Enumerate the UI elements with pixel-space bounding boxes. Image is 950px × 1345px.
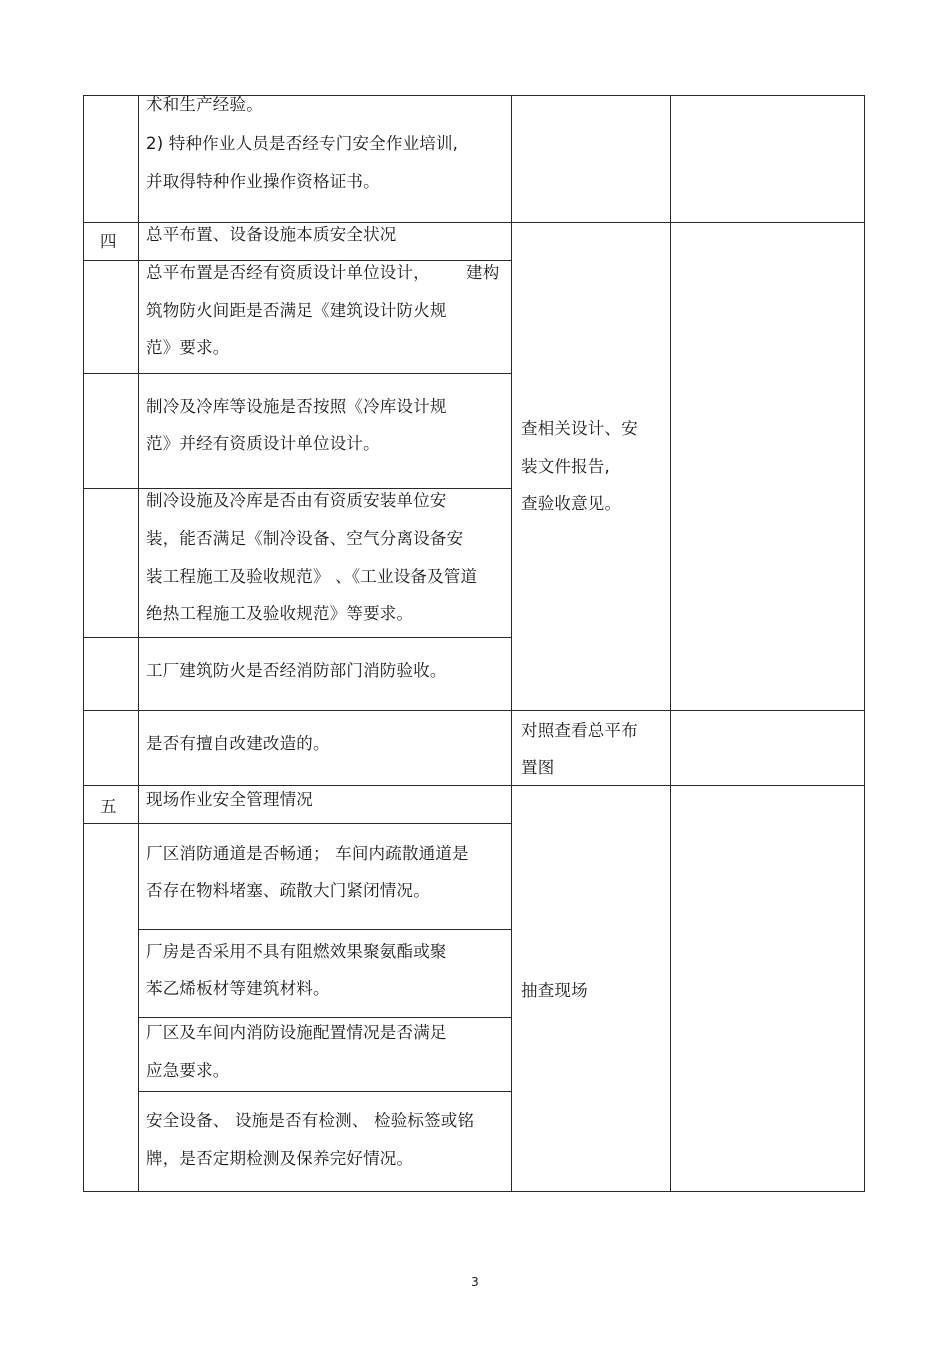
- check-method: 置图: [521, 758, 555, 777]
- item-text: 建构: [466, 263, 500, 282]
- item-text: 是否有擅自改建改造的。: [146, 734, 330, 753]
- col-sep-3: [670, 95, 671, 1192]
- item-text: 制冷及冷库等设施是否按照《冷库设计规: [146, 397, 447, 416]
- item-text: 应急要求。: [146, 1061, 230, 1080]
- item-text: 绝热工程施工及验收规范》等要求。: [146, 604, 414, 623]
- cell-text: 2) 特种作业人员是否经专门安全作业培训,: [146, 134, 459, 153]
- item-text: 范》要求。: [146, 338, 230, 357]
- section-number: 五: [100, 797, 117, 816]
- item-text: 安全设备、 设施是否有检测、 检验标签或铭: [146, 1111, 475, 1130]
- check-method: 查验收意见。: [521, 494, 622, 513]
- section-title: 总平布置、设备设施本质安全状况: [146, 225, 397, 244]
- item-text: 牌，是否定期检测及保养完好情况。: [146, 1149, 414, 1168]
- item-text: 否存在物料堵塞、疏散大门紧闭情况。: [146, 881, 430, 900]
- item-text: 总平布置是否经有资质设计单位设计，: [146, 263, 430, 282]
- page-number: 3: [471, 1275, 479, 1289]
- row-sep: [138, 929, 512, 930]
- check-method: 对照查看总平布: [521, 721, 638, 740]
- cell-text: 术和生产经验。: [146, 95, 263, 114]
- check-method: 抽查现场: [521, 981, 588, 1000]
- row-sep: [83, 373, 512, 374]
- item-text: 装工程施工及验收规范》 、《工业设备及管道: [146, 567, 478, 586]
- item-text: 厂区消防通道是否畅通； 车间内疏散通道是: [146, 844, 469, 863]
- check-method: 装文件报告,: [521, 457, 610, 476]
- item-text: 苯乙烯板材等建筑材料。: [146, 979, 330, 998]
- row-sep: [83, 710, 865, 711]
- section-title: 现场作业安全管理情况: [146, 790, 313, 809]
- item-text: 工厂建筑防火是否经消防部门消防验收。: [146, 661, 447, 680]
- check-method: 查相关设计、安: [521, 419, 638, 438]
- cell-text: 并取得特种作业操作资格证书。: [146, 172, 380, 191]
- item-text: 厂房是否采用不具有阻燃效果聚氨酯或聚: [146, 942, 447, 961]
- row-sep: [138, 1091, 512, 1092]
- item-text: 范》并经有资质设计单位设计。: [146, 434, 380, 453]
- table-border-bottom: [83, 1191, 865, 1192]
- row-sep: [83, 637, 512, 638]
- item-text: 厂区及车间内消防设施配置情况是否满足: [146, 1023, 447, 1042]
- item-text: 装，能否满足《制冷设备、空气分离设备安: [146, 529, 464, 548]
- item-text: 制冷设施及冷库是否由有资质安装单位安: [146, 491, 447, 510]
- item-text: 筑物防火间距是否满足《建筑设计防火规: [146, 301, 447, 320]
- section-number: 四: [100, 232, 117, 251]
- table-border-right: [864, 95, 865, 1192]
- row-sep: [83, 823, 512, 824]
